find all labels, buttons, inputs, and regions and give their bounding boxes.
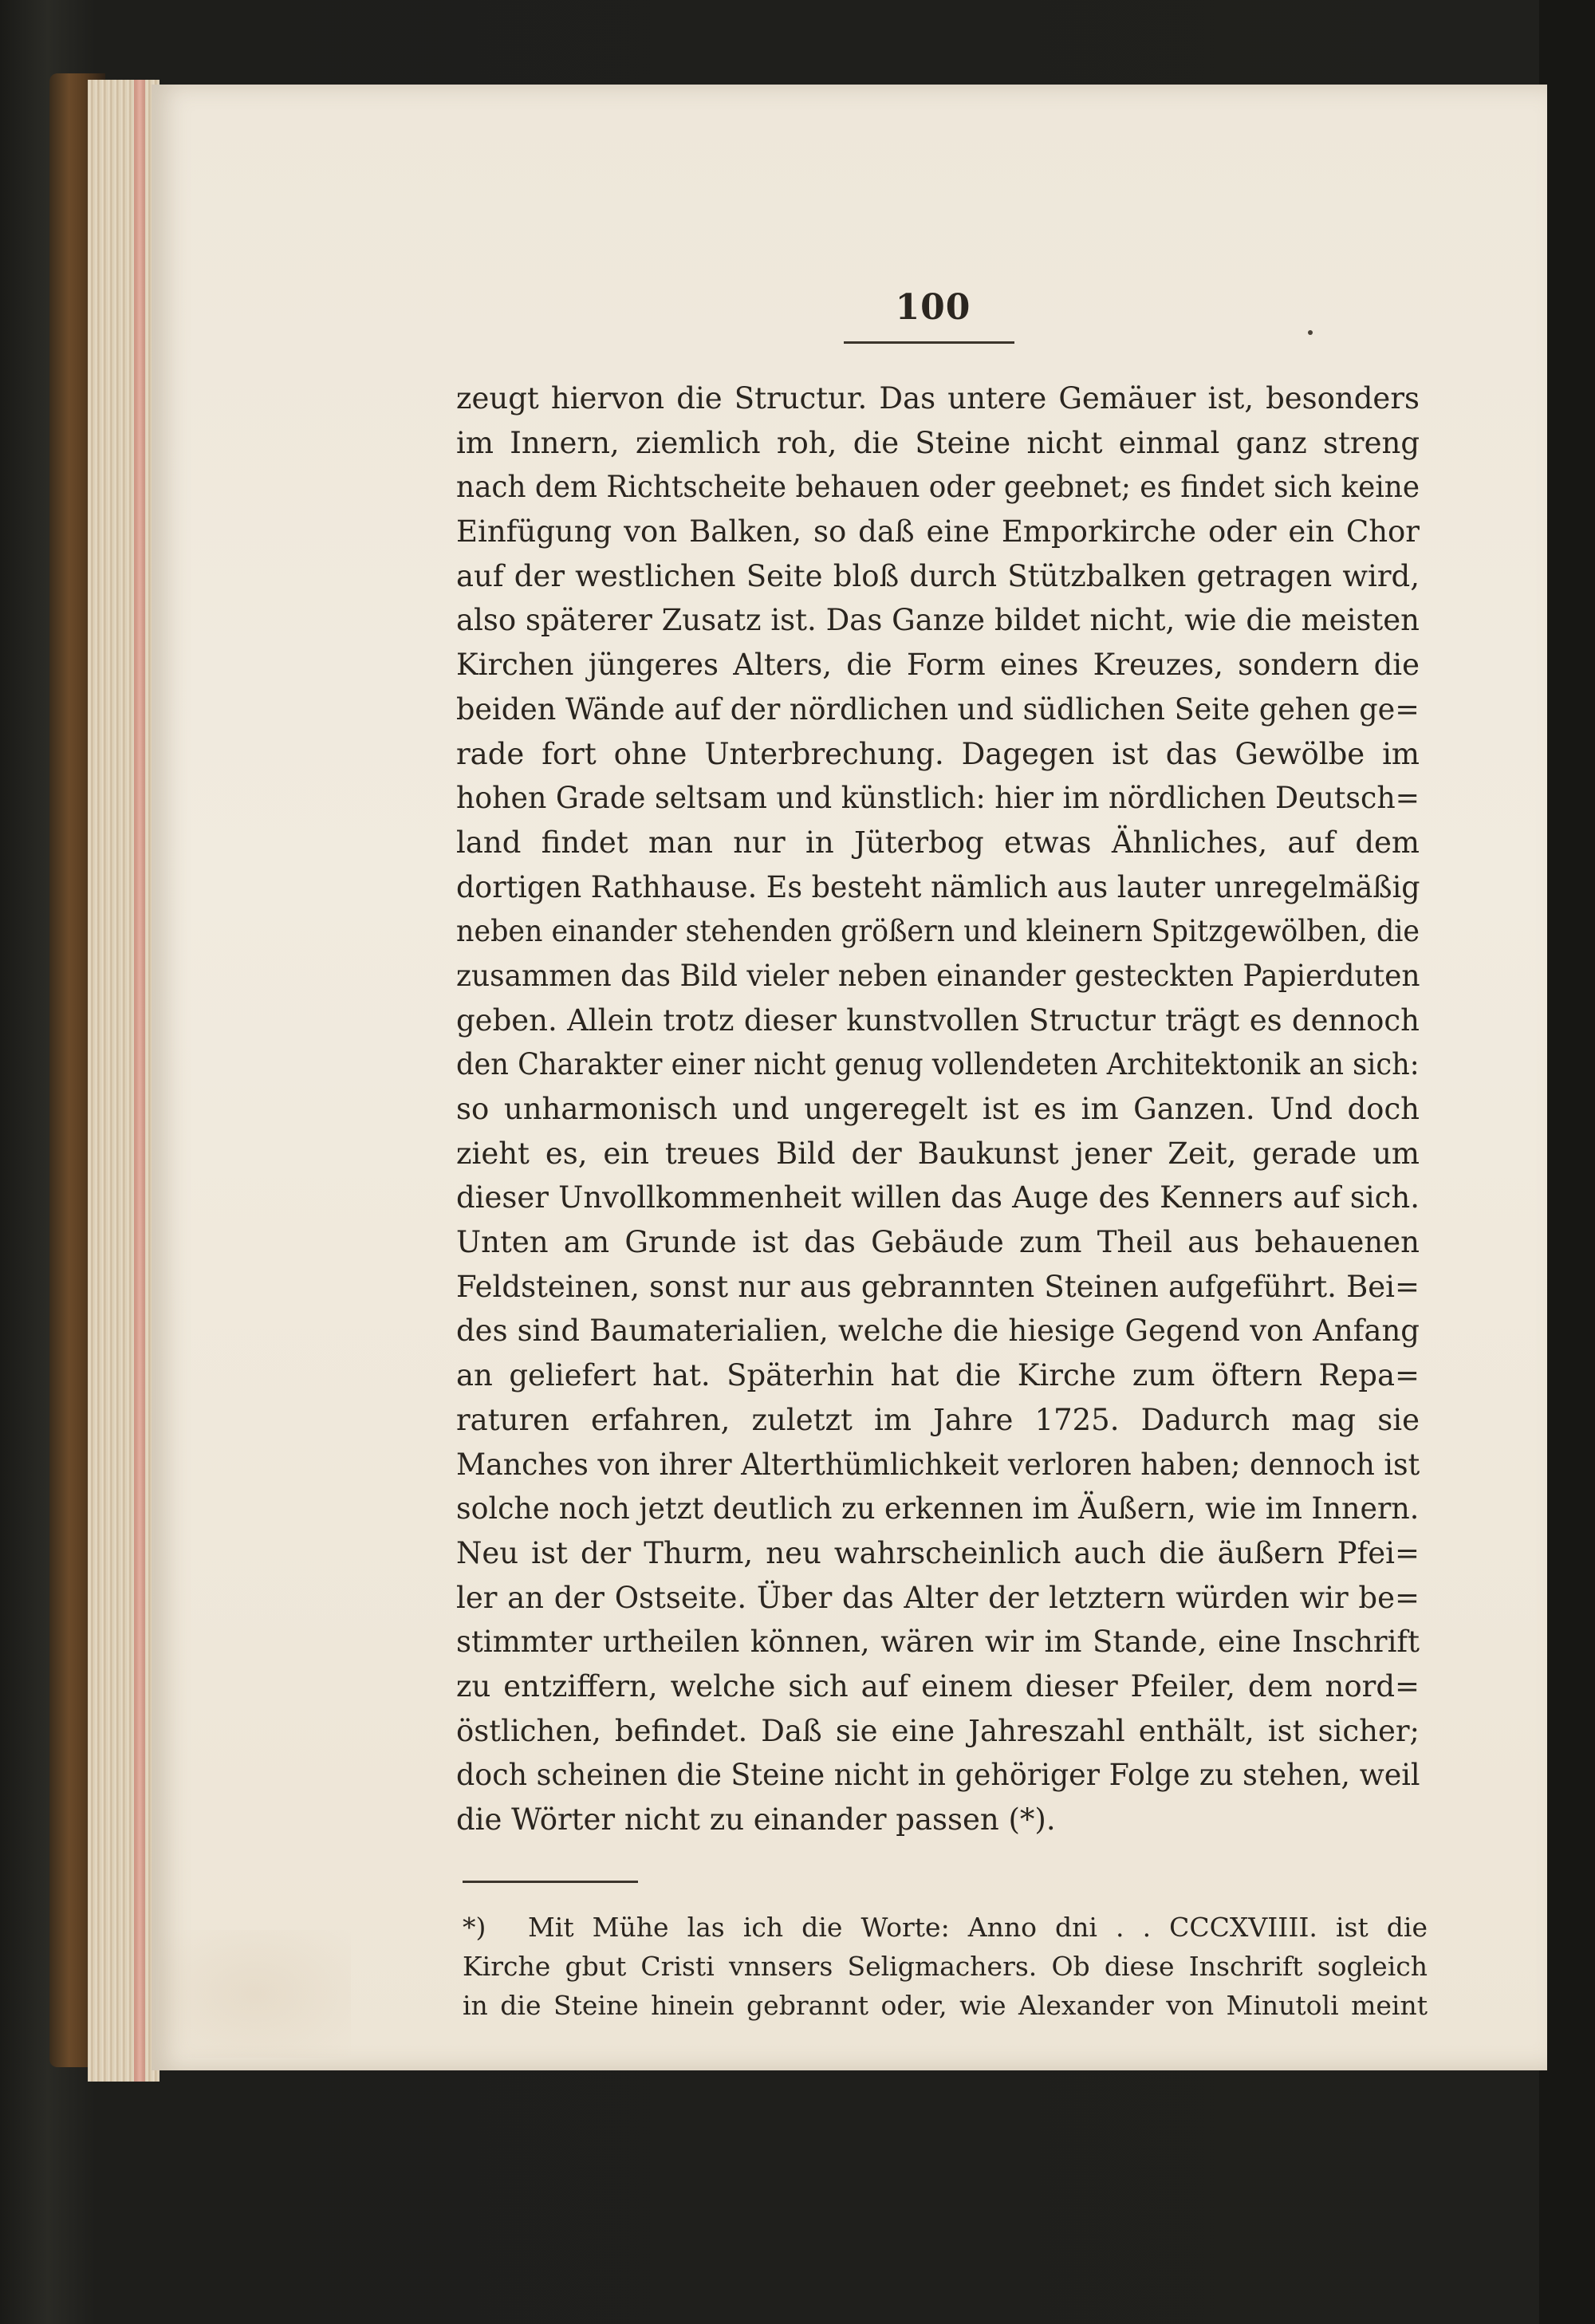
footnote-rule: [463, 1881, 638, 1883]
text-line: zusammen das Bild vieler neben einander gesteckten Papierduten: [456, 958, 1420, 993]
text-line: stimmter urtheilen können, wären wir im Stande, eine Inschrift: [456, 1625, 1420, 1660]
text-line: doch scheinen die Steine nicht in gehöriger Folge zu stehen, weil: [456, 1758, 1420, 1793]
text-line: geben. Allein trotz dieser kunstvollen Structur trägt es dennoch: [456, 1002, 1420, 1038]
text-line: also späterer Zusatz ist. Das Ganze bildet nicht, wie die meisten: [456, 603, 1420, 638]
text-line: neben einander stehenden größern und kleinern Spitzgewölben, die: [456, 914, 1420, 949]
ink-dot: [1308, 330, 1313, 335]
page-stack-edges: [88, 80, 160, 2082]
text-line: hohen Grade seltsam und künstlich: hier im nördlichen Deutsch=: [456, 781, 1420, 816]
text-line: an geliefert hat. Späterhin hat die Kirche zum öftern Repa=: [456, 1358, 1420, 1393]
page-number-rule: [844, 341, 1014, 344]
red-page-edge: [134, 80, 145, 2082]
text-line: die Wörter nicht zu einander passen (*).: [456, 1802, 1056, 1837]
text-line: rade fort ohne Unterbrechung. Dagegen ist das Gewölbe im: [456, 736, 1420, 771]
footnote: [463, 1908, 1428, 2025]
text-line: dieser Unvollkommenheit willen das Auge des Kenners auf sich.: [456, 1180, 1420, 1215]
footnote-line: Mit Mühe las ich die Worte: Anno dni . . CCCXVIIII. ist die: [528, 1912, 1428, 1943]
text-line: nach dem Richtscheite behauen oder geebnet; es findet sich keine: [456, 470, 1420, 505]
text-line: ler an der Ostseite. Über das Alter der letztern würden wir be=: [456, 1580, 1420, 1615]
footnote-marker: *): [463, 1912, 486, 1943]
text-line: so unharmonisch und ungeregelt ist es im Ganzen. Und doch: [456, 1092, 1420, 1126]
paper-stain: [160, 1930, 351, 2058]
text-line: zeugt hiervon die Structur. Das untere Gemäuer ist, besonders: [456, 381, 1420, 416]
footnote-line: in die Steine hinein gebrannt oder, wie Alexander von Minutoli meint: [463, 1990, 1428, 2021]
text-line: dortigen Rathhause. Es besteht nämlich aus lauter unregelmäßig: [456, 869, 1420, 904]
text-line: Unten am Grunde ist das Gebäude zum Theil aus behauenen: [456, 1225, 1420, 1260]
text-line: im Innern, ziemlich roh, die Steine nicht einmal ganz streng: [456, 425, 1420, 460]
text-line: östlichen, befindet. Daß sie eine Jahreszahl enthält, ist sicher;: [456, 1713, 1420, 1748]
body-text: [456, 376, 1420, 1842]
text-line: zieht es, ein treues Bild der Baukunst jener Zeit, gerade um: [456, 1136, 1420, 1171]
text-line: land findet man nur in Jüterbog etwas Ähnliches, auf dem: [456, 825, 1420, 860]
text-line: zu entziffern, welche sich auf einem dieser Pfeiler, dem nord=: [456, 1668, 1420, 1704]
text-line: des sind Baumaterialien, welche die hiesige Gegend von Anfang: [456, 1314, 1420, 1349]
text-line: solche noch jetzt deutlich zu erkennen im Äußern, wie im Innern.: [456, 1491, 1420, 1526]
text-line: Kirchen jüngeres Alters, die Form eines Kreuzes, sondern die: [456, 648, 1420, 683]
page-number: 100: [895, 287, 971, 328]
text-line: Neu ist der Thurm, neu wahrscheinlich auch die äußern Pfei=: [456, 1535, 1420, 1570]
text-line: Feldsteinen, sonst nur aus gebrannten Steinen aufgeführt. Bei=: [456, 1269, 1420, 1304]
text-line: Manches von ihrer Alterthümlichkeit verloren haben; dennoch ist: [456, 1447, 1420, 1482]
text-line: auf der westlichen Seite bloß durch Stützbalken getragen wird,: [456, 558, 1420, 593]
text-line: den Charakter einer nicht genug vollendeten Architektonik an sich:: [456, 1047, 1420, 1082]
text-line: beiden Wände auf der nördlichen und südlichen Seite gehen ge=: [456, 691, 1420, 727]
footnote-line: Kirche gbut Cristi vnnsers Seligmachers. Ob diese Inschrift sogleich: [463, 1951, 1428, 1982]
text-line: Einfügung von Balken, so daß eine Emporkirche oder ein Chor: [456, 514, 1420, 549]
right-background: [1539, 0, 1595, 2324]
text-line: raturen erfahren, zuletzt im Jahre 1725. Dadurch mag sie: [456, 1402, 1420, 1437]
